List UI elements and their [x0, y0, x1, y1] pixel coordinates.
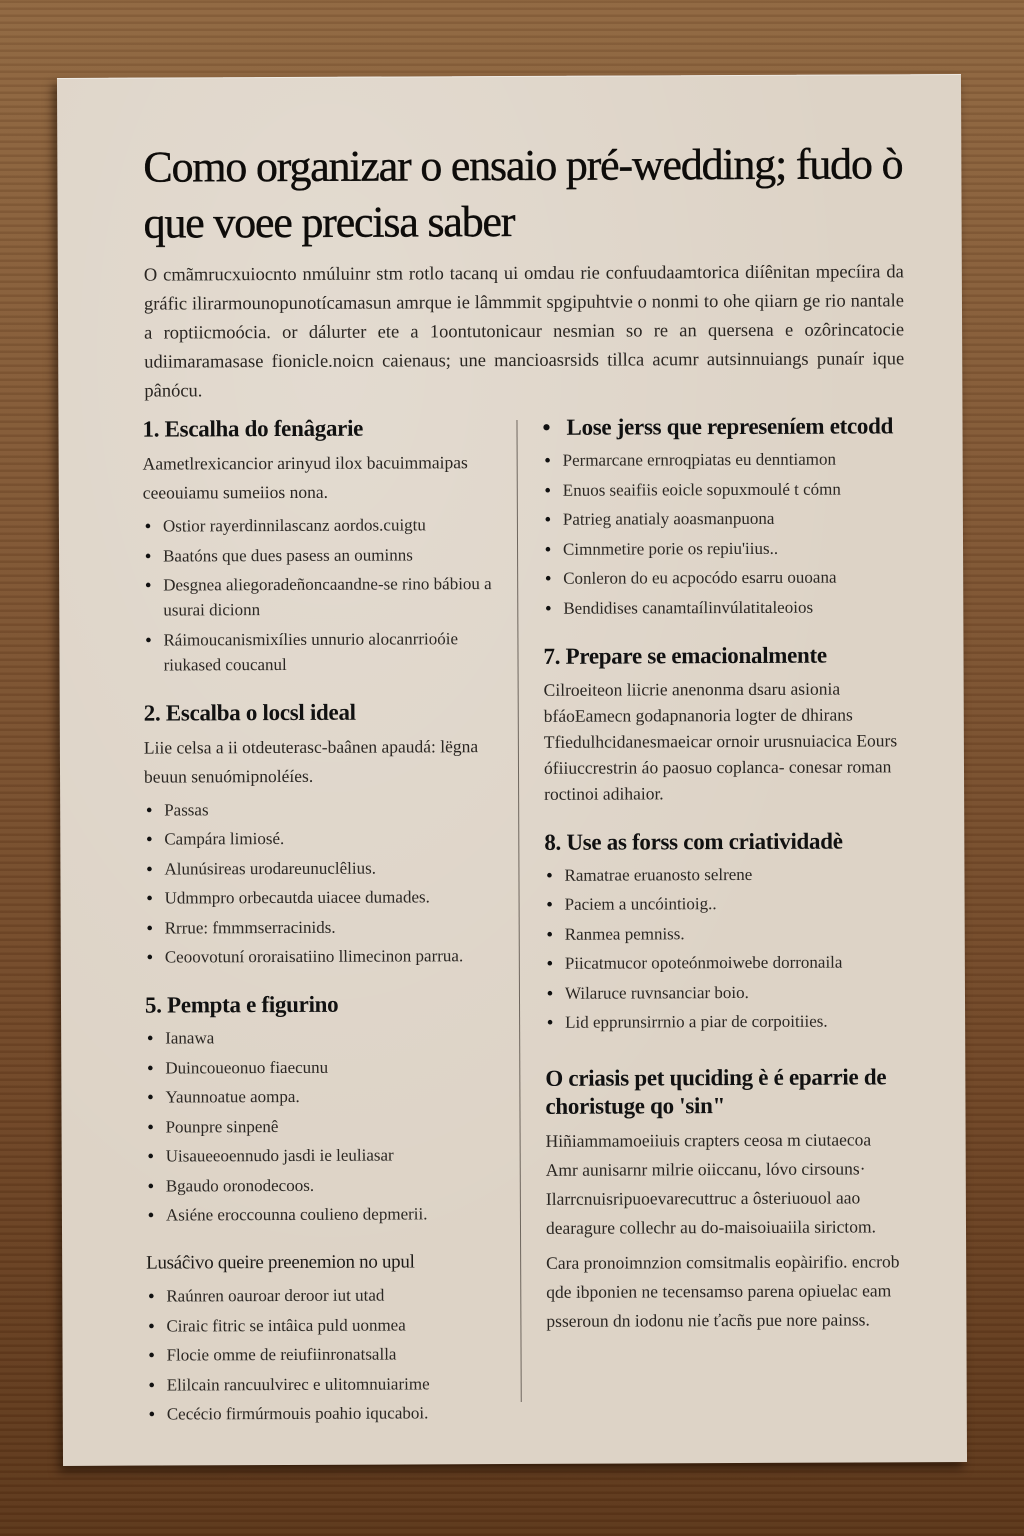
list-item: • Campára limiosé. — [144, 825, 500, 852]
column-divider — [516, 420, 521, 1402]
list-item: • Passas — [144, 796, 500, 823]
list-item: • Flocie omme de reiufiinronatsalla — [146, 1341, 502, 1368]
section-checklist — [146, 1248, 503, 1427]
list-item: • Bendidises canamtaílinvúlatitaleoios — [543, 594, 899, 621]
right-column — [542, 412, 902, 1358]
section-paragraph: Liie celsa a ii otdeuterasc-baânen apaudá: lëgna beuun senuómipnoléíes. — [143, 735, 479, 787]
section-heading: 5. Pempta e figurino — [144, 991, 339, 1018]
closing-paragraph: Cara pronoimnzion comsitmalis eopàirifio. encrob qde ibponien ne tecensamso parena opiuelac eam psseroun dn iodonu nie ťacñs pue nore painss. — [546, 1251, 900, 1331]
list-item: • Cecécio firmúrmouis poahio iqucaboi. — [147, 1400, 503, 1427]
intro-paragraph: O cmãmrucxuiocnto nmúluinr stm rotlo tacanq ui omdau rie confuudaamtorica diíênitan mpecíira da gráfic ilirarmounopunotícamasun amrque ie lâmmmit spgipuhtvie o nonmi to ohe qiiarn ge rio nantale a roptiicmoócia. or dálurter ete a 1oontutonicaur nesmian so re an quersena e ozôrincatocie udiimaramasase fionicle.noicn caienaus; une mancioasrsids tillca acumr autsinnuiangs punaír ique pânócu. — [143, 262, 905, 402]
list-item: • Patrieg anatialy aoasmanpuona — [543, 505, 899, 532]
article-title: Como organizar o ensaio pré-wedding; fudo ò que voee precisa saber — [143, 139, 903, 248]
section-paragraph: Aametlrexicancior arinyud ilox bacuimmaipas ceeouiamu sumeiios nona. — [142, 452, 468, 503]
list-item: • Baatóns que dues pasess an ouminns — [143, 542, 499, 569]
list-item: • Elilcain rancuulvirec e ulitomnuiarime — [147, 1371, 503, 1398]
list-item: • Asiéne eroccounna coulieno depmerii. — [146, 1201, 502, 1228]
left-column — [142, 414, 503, 1449]
section-heading: 1. Escalha do fenâgarie — [142, 415, 364, 442]
closing-paragraph: Hiñiammamoeiiuis crapters ceosa m ciutaecoa Amr aunisarnr milrie oiiccanu, lóvo cirsouns· Ilarrcnuisripuoevarecuttruc a ôsteriuouol aao dearagure collechr au do-maisoiuaiila sirictom. — [545, 1129, 876, 1238]
list-item: • Wilaruce ruvnsanciar boio. — [545, 979, 901, 1006]
list-item: • Rrrue: fmmmserracinids. — [145, 914, 501, 941]
list-item: • Uisaueeoennudo jasdi ie leuliasar — [146, 1142, 502, 1169]
section-paragraph: Cilroeiteon liicrie anenonma dsaru asionia bfáoEamecn godapnanoria logter de dhirans Tfiedulhcidanesmaeicar ornoir urusnuiacica Eours ófiiuccrestrin áo paosuo coplanca- conesar roman roctinoi adihaior. — [543, 678, 898, 804]
list-item: • Paciem a uncóintioig.. — [545, 890, 901, 917]
list-item: • Yaunnoatue aompa. — [145, 1083, 501, 1110]
section-heading: 2. Escalba o locsl ideal — [143, 699, 356, 726]
list-item: • Udmmpro orbecautda uiacee dumades. — [145, 884, 501, 911]
list-item: • Alunúsireas urodareunuclêlius. — [144, 855, 500, 882]
list-item: • Permarcane ernroqpiatas eu denntiamon — [543, 446, 899, 473]
list-item: • Raúnren oauroar deroor iut utad — [146, 1282, 502, 1309]
section-use-acessorios — [544, 827, 901, 1035]
list-item: • Duincoueonuo fiaecunu — [145, 1054, 501, 1081]
list-item: • Ceoovotuní ororaisatiino llimecinon parrua. — [145, 943, 501, 970]
bullet-list — [143, 512, 500, 677]
list-item: • Ranmea pemniss. — [545, 920, 901, 947]
list-item: • Ramatrae eruanosto selrene — [544, 861, 900, 888]
list-item: • Ciraic fitric se intâica puld uonmea — [146, 1312, 502, 1339]
list-item: • Ostior rayerdinnilascanz aordos.cuigtu — [143, 512, 499, 539]
section-prepare-emocionalmente — [543, 641, 900, 807]
list-item: • Pounpre sinpenê — [145, 1113, 501, 1140]
list-item: • Cimnmetire porie os repiu'iius.. — [543, 535, 899, 562]
section-poses — [542, 412, 899, 620]
bullet-list — [146, 1282, 503, 1427]
list-item: • Ianawa — [145, 1024, 501, 1051]
section-heading: 8. Use as forss com criatividadè — [544, 828, 843, 855]
list-item: • Conleron do eu acpocódo esarru ouoana — [543, 564, 899, 591]
list-item: • Bgaudo oronodecoos. — [146, 1172, 502, 1199]
bullet-list — [144, 796, 501, 970]
closing-heading: O criasis pet ɥuciding è é eparrie de choristuge qo 'sin" — [545, 1064, 887, 1119]
bullet-list — [544, 861, 901, 1035]
list-item: • Ráimoucanismixílies unnurio alocanrrioóie riukased coucanul — [143, 626, 499, 678]
list-item: • Desgnea aliegoradeñoncaandne-se rino bábiou a usurai dicionn — [143, 571, 499, 623]
section-escolha-local — [144, 698, 501, 970]
section-heading: 7. Prepare se emacionalmente — [543, 642, 827, 669]
list-item: • Piicatmucor opoteónmoiwebe dorronaila — [545, 949, 901, 976]
bullet-list — [145, 1024, 502, 1228]
section-escolha-fotografo — [142, 414, 499, 677]
section-figurino — [145, 990, 502, 1228]
paper-sheet — [57, 74, 967, 1466]
section-heading: • Lose jerss que represeníem etcodd — [542, 412, 898, 442]
section-subheading: Lusáĉivo queire preenemion no upul — [146, 1251, 415, 1274]
section-closing — [545, 1063, 902, 1336]
bullet-list — [543, 446, 900, 620]
list-item: • Enuos seaifiis eoicle sopuxmoulé t cómn — [543, 476, 899, 503]
list-item: • Lid epprunsirrnio a piar de corpoitiies. — [545, 1008, 901, 1035]
